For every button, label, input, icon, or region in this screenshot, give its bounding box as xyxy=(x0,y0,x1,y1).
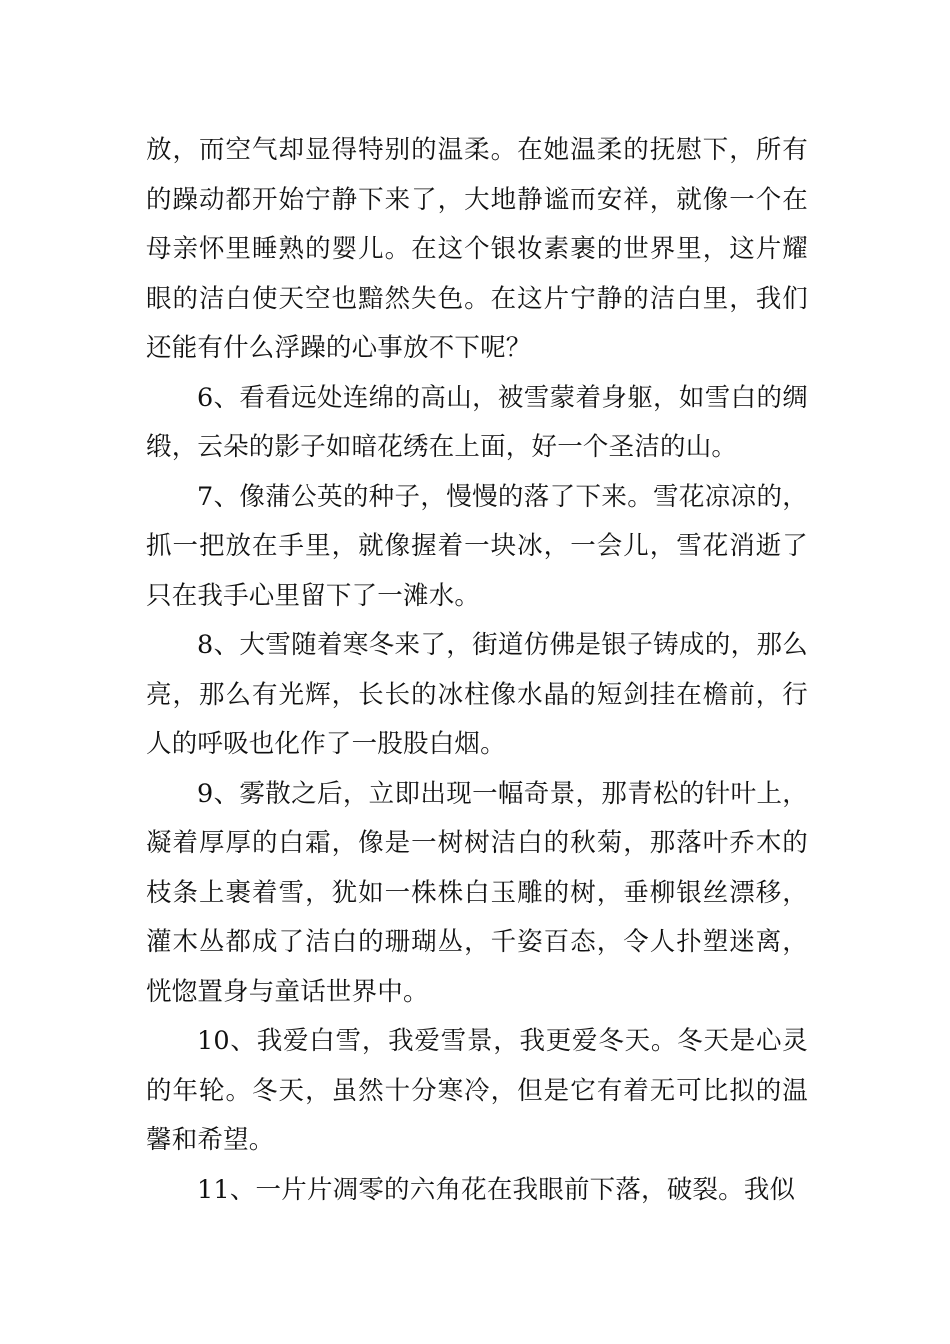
paragraph-11: 11、一片片凋零的六角花在我眼前下落，破裂。我似 xyxy=(197,1174,796,1205)
paragraph-continuation: 放，而空气却显得特别的温柔。在她温柔的抚慰下，所有的躁动都开始宁静下来了，大地静谧而安祥，就像一个在母亲怀里睡熟的婴儿。在这个银妆素裹的世界里，这片耀眼的洁白使天空也黯然失色。在这片宁静的洁白里，我们还能有什么浮躁的心事放不下呢？ xyxy=(146,135,808,363)
document-body xyxy=(146,126,808,1215)
paragraph-7: 7、像蒲公英的种子，慢慢的落了下来。雪花凉凉的，抓一把放在手里，就像握着一块冰，一会儿，雪花消逝了只在我手心里留下了一滩水。 xyxy=(146,481,808,611)
paragraph-9: 9、雾散之后，立即出现一幅奇景，那青松的针叶上，凝着厚厚的白霜，像是一树树洁白的秋菊，那落叶乔木的枝条上裹着雪，犹如一株株白玉雕的树，垂柳银丝漂移，灌木丛都成了洁白的珊瑚丛，千姿百态，令人扑塑迷离，恍惚置身与童话世界中。 xyxy=(146,778,808,1007)
paragraph-6: 6、看看远处连绵的高山，被雪蒙着身躯，如雪白的绸缎，云朵的影子如暗花绣在上面，好一个圣洁的山。 xyxy=(146,382,808,462)
paragraph-8: 8、大雪随着寒冬来了，街道仿佛是银子铸成的，那么亮，那么有光辉，长长的冰柱像水晶的短剑挂在檐前，行人的呼吸也化作了一股股白烟。 xyxy=(146,630,808,759)
paragraph-10: 10、我爱白雪，我爱雪景，我更爱冬天。冬天是心灵的年轮。冬天，虽然十分寒冷，但是它有着无可比拟的温馨和希望。 xyxy=(146,1026,808,1155)
